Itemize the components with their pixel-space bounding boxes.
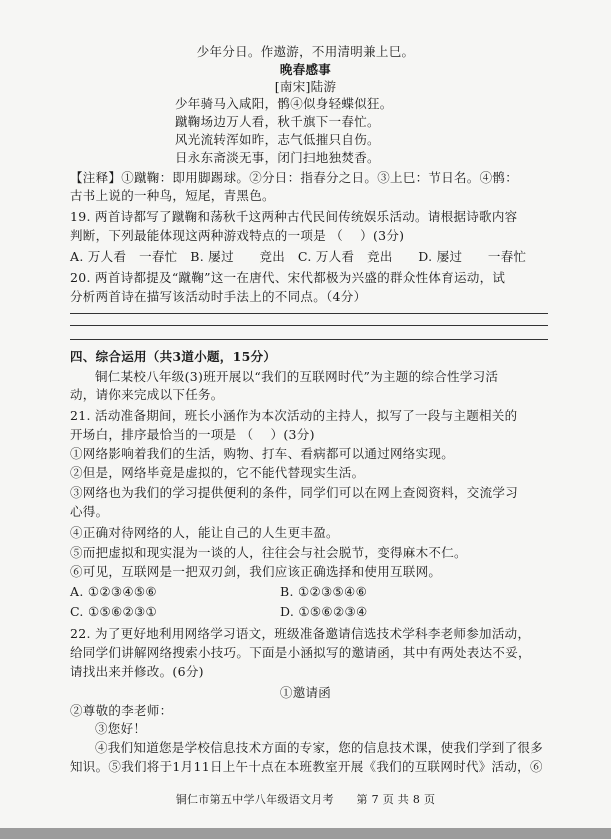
letter-greeting: ③您好！	[95, 721, 147, 736]
q21-sentence: ③网络也为我们的学习提供便利的条件，同学们可以在网上查阅资料，交流学习	[70, 485, 519, 500]
letter-body: ④我们知道您是学校信息技术方面的专家，您的信息技术课，使我们学到了很多	[95, 740, 544, 755]
page-footer: 铜仁市第五中学八年级语文月考 第 7 页 共 8 页	[175, 793, 436, 806]
poem-previous-line: 少年分日。作遨游，不用清明兼上巳。	[196, 44, 415, 59]
question-20-stem: 分析两首诗在描写该活动时手法上的不同点。（4分）	[70, 289, 367, 304]
question-22-stem: 给同学们讲解网络搜索小技巧。下面是小涵拟写的邀请函，其中有两处表达不妥，	[70, 645, 531, 660]
question-19-options: A. 万人看 一春忙 B. 屡过 竞出 C. 万人看 竞出 D. 屡过 一春忙	[70, 249, 527, 264]
q21-sentence: ①网络影响着我们的生活，购物、打车、看病都可以通过网络实现。	[70, 446, 455, 461]
poem-line: 风光流转浑如昨，志气低摧只自伤。	[175, 132, 380, 147]
q21-sentence: ④正确对待网络的人，能让自己的人生更丰盈。	[70, 525, 339, 540]
q21-sentence: ②但是，网络毕竟是虚拟的，它不能代替现实生活。	[70, 465, 365, 480]
question-19-stem: 19. 两首诗都写了蹴鞠和荡秋千这两种古代民间传统娱乐活动。请根据诗歌内容	[70, 209, 518, 224]
poem-line: 日永东斋淡无事，闭门扫地独焚香。	[175, 150, 380, 165]
q21-sentence: ⑥可见，互联网是一把双刃剑，我们应该正确选择和使用互联网。	[70, 564, 442, 579]
answer-line	[70, 313, 548, 314]
scan-edge	[0, 828, 611, 839]
letter-salutation: ②尊敬的李老师：	[70, 703, 173, 718]
q21-option-a: A. ①②③④⑤⑥	[70, 584, 157, 599]
question-21-stem: 开场白，排序最恰当的一项是 （ ）(3分)	[70, 427, 315, 442]
q21-option-b: B. ①②③⑤④⑥	[280, 584, 368, 599]
q21-sentence: 心得。	[70, 504, 109, 519]
answer-line	[70, 325, 548, 326]
section-4-title: 四、综合运用（共3道小题，15分）	[70, 349, 277, 364]
q21-option-c: C. ①⑤⑥②③①	[70, 604, 158, 619]
poem-title: 晚春感事	[279, 62, 332, 77]
answer-line	[70, 339, 548, 340]
letter-body: 知识。⑤我们将于1月11日上午十点在本班教室开展《我们的互联网时代》活动，⑥	[70, 759, 543, 774]
q21-option-d: D. ①⑤⑥②③④	[280, 604, 368, 619]
q21-sentence: ⑤而把虚拟和现实混为一谈的人，往往会与社会脱节，变得麻木不仁。	[70, 545, 467, 560]
question-22-stem: 请找出来并修改。(6分)	[70, 664, 204, 679]
question-20-stem: 20. 两首诗都提及“蹴鞠”这一在唐代、宋代都极为兴盛的群众性体育运动，试	[70, 270, 506, 285]
section-4-intro: 动，请你来完成以下任务。	[70, 387, 224, 402]
poem-author: [南宋]陆游	[274, 79, 337, 94]
poem-line: 少年骑马入咸阳，鹘④似身轻蝶似狂。	[175, 96, 393, 111]
notes-line: 【注释】①蹴鞠：即用脚踢球。②分日：指春分之日。③上巳：节日名。④鹘：	[70, 170, 519, 185]
notes-line: 古书上说的一种鸟，短尾，青黑色。	[70, 188, 275, 203]
question-21-stem: 21. 活动准备期间，班长小涵作为本次活动的主持人，拟写了一段与主题相关的	[70, 408, 518, 423]
question-19-stem: 判断，下列最能体现这两种游戏特点的一项是 （ ）(3分)	[70, 228, 405, 243]
letter-title: ①邀请函	[279, 685, 332, 700]
question-22-stem: 22. 为了更好地利用网络学习语文，班级准备邀请信选技术学科李老师参加活动，	[70, 626, 531, 641]
section-4-intro: 铜仁某校八年级(3)班开展以“我们的互联网时代”为主题的综合性学习活	[95, 369, 499, 384]
poem-line: 蹴鞠场边万人看，秋千旗下一春忙。	[175, 114, 380, 129]
